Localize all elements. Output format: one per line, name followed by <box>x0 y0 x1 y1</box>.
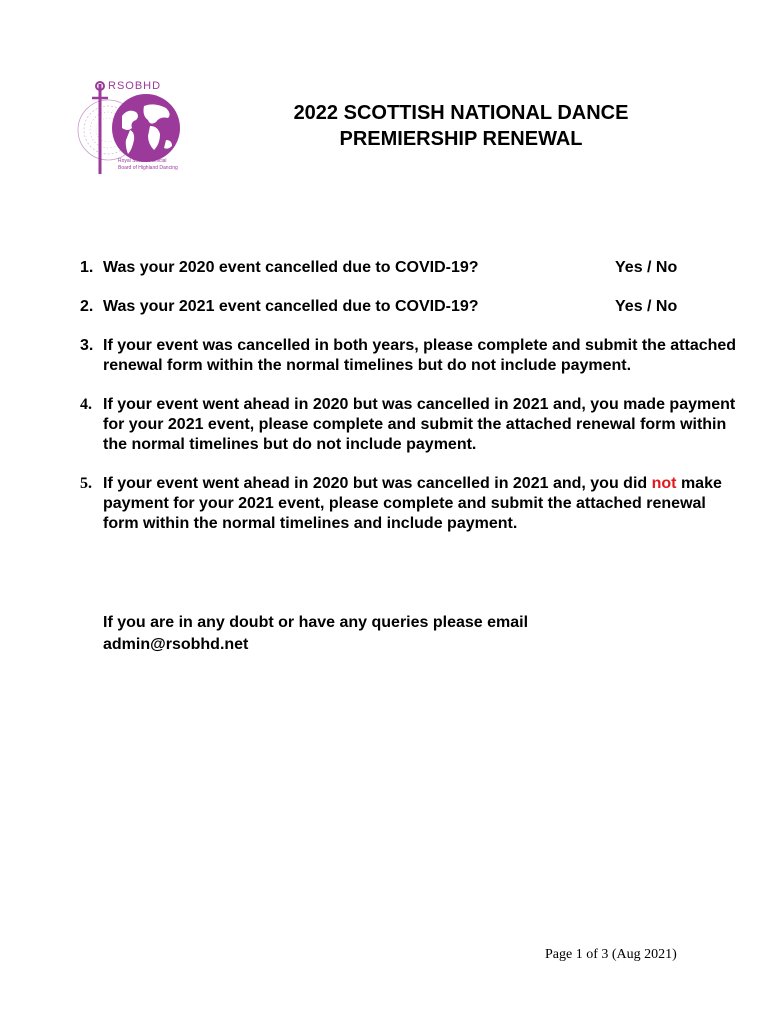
logo-text: RSOBHD <box>108 80 162 92</box>
question-item-2 <box>80 297 740 317</box>
question-text: If your event went ahead in 2020 but was cancelled in 2021 and, you made payment for your 2021 event, please complete and submit the attached renewal form within the normal timelines but do not include payment. <box>103 396 736 453</box>
question-item-4 <box>80 395 740 455</box>
contact-text: If you are in any doubt or have any queries please email <box>103 614 529 631</box>
title-line-1: 2022 SCOTTISH NATIONAL DANCE <box>293 102 629 124</box>
question-text: Was your 2020 event cancelled due to COVID-19? <box>103 259 479 276</box>
question-item-1 <box>80 258 740 278</box>
question-text-end: make payment for your 2021 event, please complete and submit the attached renewal form within the normal timelines and include payment. <box>103 475 722 532</box>
question-number: 3. <box>80 337 94 354</box>
logo-subtext-line1: Royal Scottish Official <box>118 158 167 164</box>
question-number: 1. <box>80 259 94 276</box>
document-title <box>230 100 692 152</box>
yes-no-answer: Yes / No <box>615 298 678 315</box>
highlight-not: not <box>651 475 677 492</box>
question-number: 5. <box>80 475 92 492</box>
question-item-3 <box>80 336 740 376</box>
contact-email: admin@rsobhd.net <box>103 636 249 653</box>
yes-no-answer: Yes / No <box>615 259 678 276</box>
question-text-start: If your event went ahead in 2020 but was cancelled in 2021 and, you did <box>103 475 648 492</box>
question-number: 2. <box>80 298 94 315</box>
rsobhd-logo <box>72 78 192 188</box>
question-text: Was your 2021 event cancelled due to COVID-19? <box>103 298 479 315</box>
question-number: 4. <box>80 396 92 413</box>
title-line-2: PREMIERSHIP RENEWAL <box>339 128 583 150</box>
contact-note <box>103 612 703 656</box>
question-text: If your event was cancelled in both years, please complete and submit the attached renewal form within the normal timelines but do not include payment. <box>103 337 737 374</box>
question-list <box>80 258 740 534</box>
logo-subtext-line2: Board of Highland Dancing <box>118 165 178 171</box>
logo-emblem-icon <box>72 78 192 188</box>
page-footer: Page 1 of 3 (Aug 2021) <box>545 947 677 962</box>
question-item-5 <box>80 474 740 534</box>
